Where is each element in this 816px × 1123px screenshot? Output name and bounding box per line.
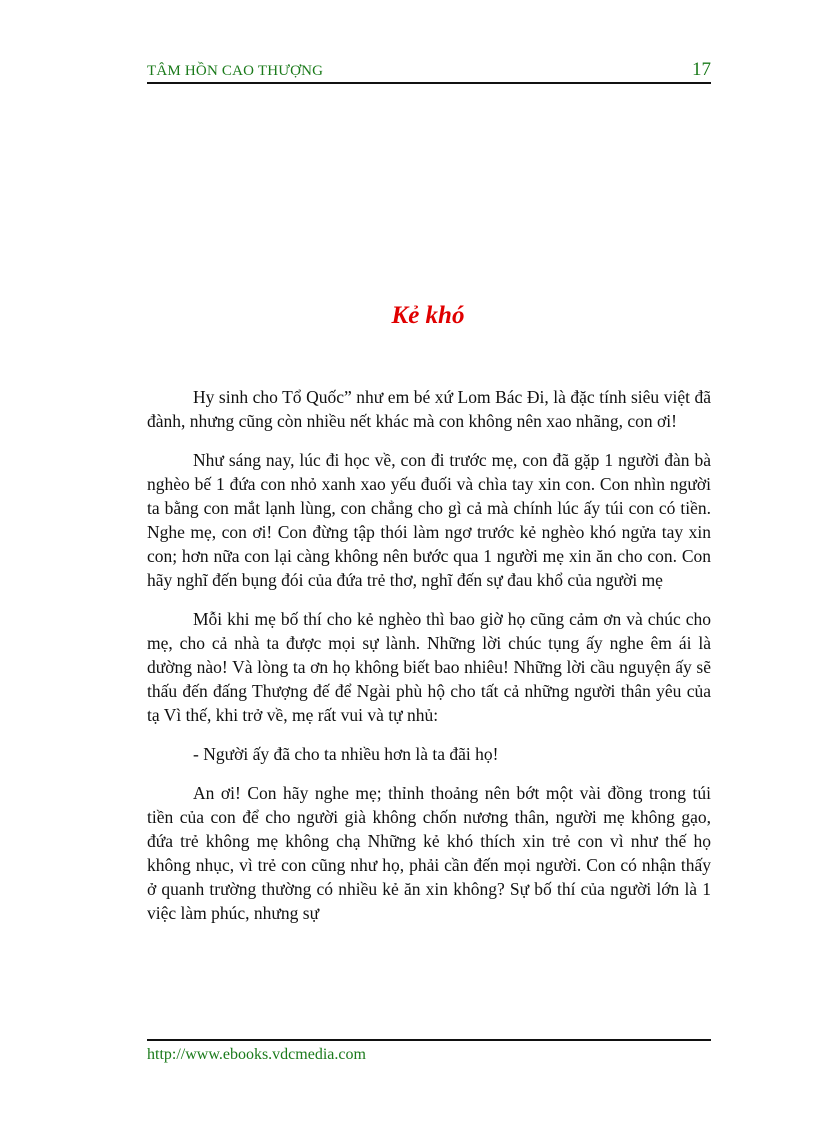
page-number: 17 bbox=[692, 59, 711, 80]
paragraph: An ơi! Con hãy nghe mẹ; thỉnh thoảng nên bớt một vài đồng trong túi tiền của con để cho người già không chốn nương thân, người mẹ không gạo, đứa trẻ không mẹ không chạ Những kẻ khó thích xin trẻ con vì như thế họ không nhục, vì trẻ con cũng như họ, phải cần đến mọi người. Con có nhận thấy ở quanh trường thường có nhiều kẻ ăn xin không? Sự bố thí của người lớn là 1 việc làm phúc, nhưng sự bbox=[147, 783, 711, 923]
running-title: TÂM HỒN CAO THƯỢNG bbox=[147, 63, 324, 79]
paragraph: Hy sinh cho Tổ Quốc” như em bé xứ Lom Bác Đi, là đặc tính siêu việt đã đành, nhưng cũng còn nhiều nết khác mà con không nên xao nhãng, con ơi! bbox=[147, 387, 711, 431]
body-text bbox=[147, 385, 711, 940]
chapter-title: Kẻ khó bbox=[391, 301, 465, 329]
footer-website-link[interactable]: http://www.ebooks.vdcmedia.com bbox=[147, 1046, 366, 1063]
paragraph: Mỗi khi mẹ bố thí cho kẻ nghèo thì bao giờ họ cũng cảm ơn và chúc cho mẹ, cho cả nhà ta được mọi sự lành. Những lời chúc tụng ấy nghe êm ái là dường nào! Và lòng ta ơn họ không biết bao nhiêu! Những lời cầu nguyện ấy sẽ thấu đến đấng Thượng đế để Ngài phù hộ cho tất cả những người thân yêu của tạ Vì thế, khi trở về, mẹ rất vui và tự nhủ: bbox=[147, 609, 711, 725]
paragraph: Như sáng nay, lúc đi học về, con đi trước mẹ, con đã gặp 1 người đàn bà nghèo bế 1 đứa con nhỏ xanh xao yếu đuối và chìa tay xin con. Con nhìn người ta bằng con mắt lạnh lùng, con chẳng cho gì cả mà chính lúc ấy túi con có tiền. Nghe mẹ, con ơi! Con đừng tập thói làm ngơ trước kẻ nghèo khó ngửa tay xin con; hơn nữa con lại càng không nên bước qua 1 người mẹ xin ăn cho con. Con hãy nghĩ đến bụng đói của đứa trẻ thơ, nghĩ đến sự đau khổ của người mẹ bbox=[147, 450, 711, 590]
page-header bbox=[147, 58, 711, 84]
paragraph: - Người ấy đã cho ta nhiều hơn là ta đãi họ! bbox=[193, 744, 499, 764]
page-footer bbox=[147, 1039, 711, 1064]
